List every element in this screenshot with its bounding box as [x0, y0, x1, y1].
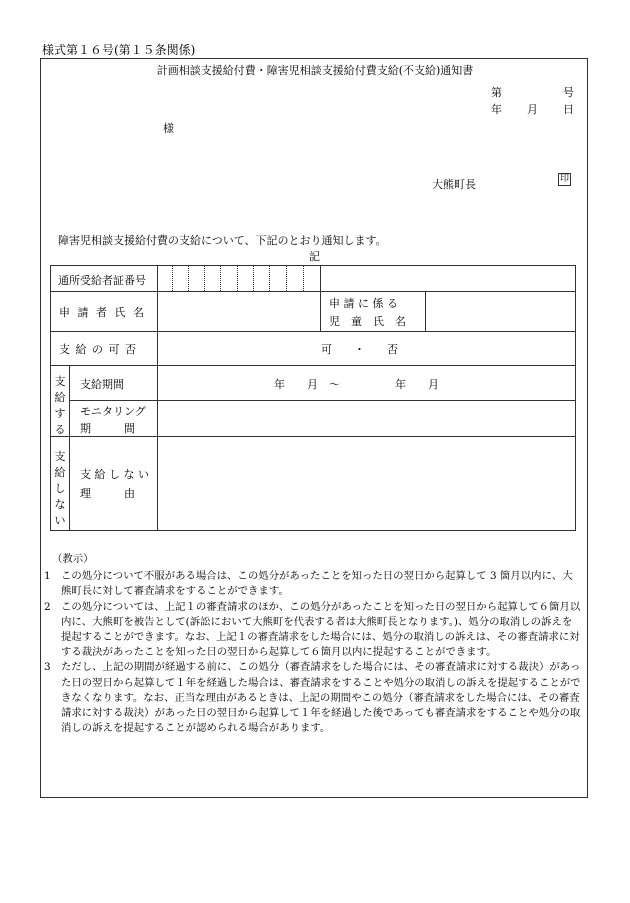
monitoring-label-line2: 期 間 — [80, 422, 135, 435]
number-prefix: 第 — [491, 86, 502, 99]
approval-label: 支 給 の 可 否 — [59, 343, 137, 356]
date-year: 年 — [491, 103, 502, 116]
instruction-item — [42, 660, 582, 736]
certificate-number-label: 通所受給者証番号 — [58, 274, 146, 287]
intro-text: 障害児相談支援給付費の支給について、下記のとおり通知します。 — [58, 234, 387, 247]
instruction-number: 2 — [44, 600, 51, 613]
instructions-heading: （教示） — [52, 553, 94, 565]
related-child-label-line1: 申 請 に 係 る — [329, 297, 398, 310]
instruction-text: ただし、上記の期間が経過する前に、この処分（審査請求をした場合には、その審査請求に対する裁決）があった日の翌日から起算して１年を経過した場合は、審査請求をすることや処分の取消しの訴えを提起することができなくなります。なお、正当な理由があるときは、上記の期間やこの処分（審査請求をした場合には、その審査請求に対する裁決）があった日の翌日から起算して１年を経過した後であっても審査請求をすることや処分の取消しの訴えを提起することが認められる場合があります。 — [61, 661, 581, 735]
notice-table — [50, 265, 576, 531]
approval-value: 可 ・ 否 — [321, 343, 398, 356]
addressee-suffix: 様 — [163, 122, 174, 135]
instruction-text: この処分については、上記１の審査請求のほか、この処分があったことを知った日の翌日から起算して６箇月以内に、大熊町を被告として(訴訟において大熊町を代表する者は大熊町長となります。)、処分の取消しの訴えを提起することができます。なお、上記１の審査請求をした場合には、処分の取消しの訴えは、その審査請求に対する裁決があったことを知った日の翌日から起算して６箇月以内に提起することができます。 — [61, 600, 581, 659]
applicant-name-label: 申 請 者 氏 名 — [59, 306, 146, 319]
instruction-item — [42, 569, 582, 599]
instruction-item — [42, 600, 582, 661]
nogrant-group-label: 支給しない — [54, 450, 66, 527]
nogrant-reason-label-line1: 支 給 し な い — [80, 468, 149, 481]
instructions — [42, 552, 582, 736]
date-day: 日 — [563, 103, 574, 116]
related-child-label-line2: 児 童 氏 名 — [329, 315, 406, 328]
grant-period-label: 支給期間 — [80, 378, 124, 391]
issuer-name: 大熊町長 — [432, 178, 476, 191]
document-title: 計画相談支援給付費・障害児相談支援給付費支給(不支給)通知書 — [156, 64, 474, 77]
instruction-text: この処分について不服がある場合は、この処分があったことを知った日の翌日から起算して 3 箇月以内に、大熊町長に対して審査請求をすることができます。 — [61, 570, 573, 598]
nogrant-reason-label-line2: 理 由 — [80, 487, 135, 500]
monitoring-label-line1: モニタリング — [80, 405, 146, 418]
grant-group-label: 支給する — [54, 375, 66, 436]
date-month: 月 — [527, 103, 538, 116]
seal-icon: 印 — [559, 174, 569, 184]
instruction-number: 1 — [44, 570, 51, 583]
number-suffix: 号 — [563, 86, 574, 99]
ki-heading: 記 — [309, 250, 320, 263]
instruction-number: 3 — [44, 661, 51, 674]
grant-period-value: 年 月 〜 年 月 — [274, 378, 439, 391]
form-number: 様式第１６号(第１５条関係) — [42, 43, 196, 57]
